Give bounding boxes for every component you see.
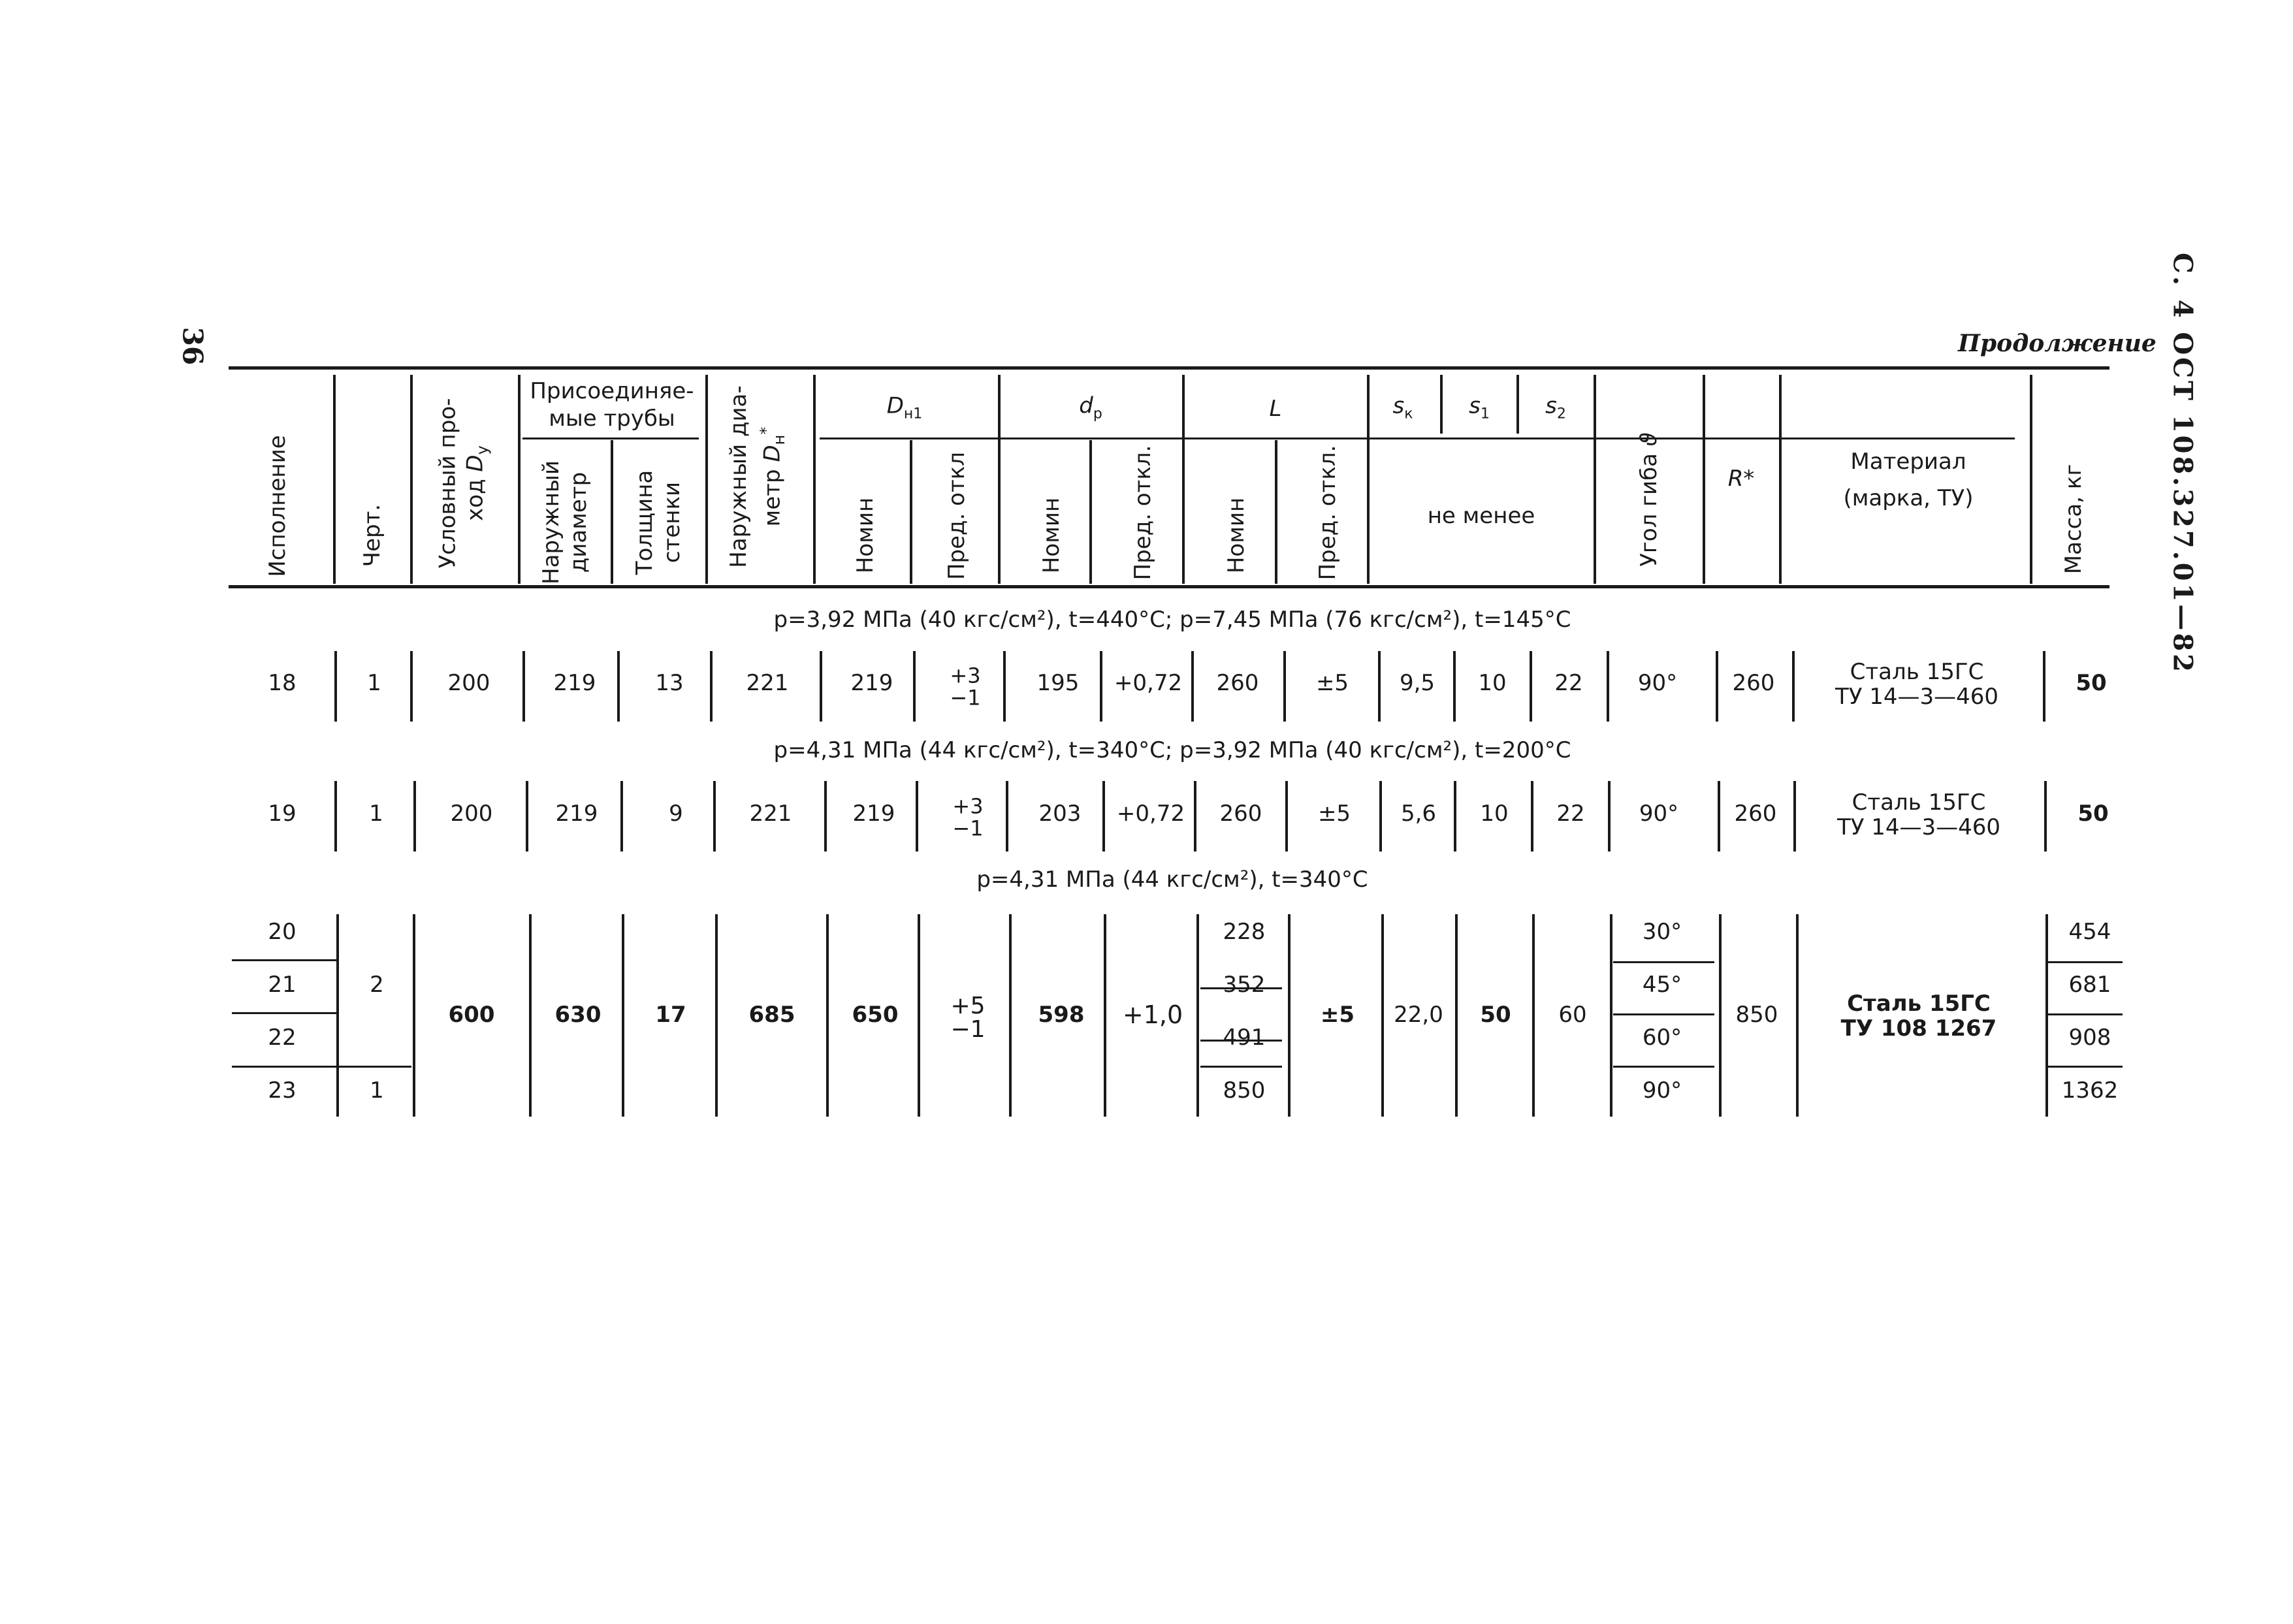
- cell-L-tol: ±5: [1317, 801, 1351, 827]
- header-mass: Масса, кг: [2060, 464, 2087, 575]
- header-dn1: $D_{н1}$: [886, 392, 923, 422]
- cell-angle: 90°: [1642, 1077, 1682, 1104]
- cell-chert: 2: [370, 972, 384, 998]
- cell-isp: 23: [268, 1077, 297, 1104]
- pressure-line-1: p=3,92 МПа (40 кгс/см²), t=440°C; p=7,45 МПа (76 кгс/см²), t=145°C: [773, 607, 1571, 633]
- cell-angle: 30°: [1642, 919, 1682, 945]
- cell-isp: 18: [268, 670, 297, 696]
- cell-s1: 50: [1480, 1002, 1511, 1028]
- header-outer-diameter: Наружный диаметр: [538, 460, 592, 584]
- header-ispolnenie: Исполнение: [265, 435, 291, 577]
- cell-sk: 5,6: [1400, 801, 1437, 827]
- cell-dp-tol: +0,72: [1114, 670, 1183, 696]
- cell-dn1: 219: [852, 801, 895, 827]
- cell-isp: 19: [268, 801, 297, 827]
- cell-s1: 10: [1478, 670, 1507, 696]
- cell-mass: 50: [2076, 670, 2107, 696]
- cell-L: 260: [1216, 670, 1259, 696]
- header-dp-pred: Пред. откл.: [1130, 445, 1156, 581]
- cell-dn1-tol: +3 −1: [952, 793, 984, 841]
- cell-L-tol: ±5: [1315, 670, 1349, 696]
- cell-R: 260: [1732, 670, 1775, 696]
- continuation-label: Продолжение: [1958, 330, 2157, 357]
- cell-material: Сталь 15ГС ТУ 14—3—460: [1836, 789, 2001, 840]
- header-L-nomin: Номин: [1223, 497, 1249, 574]
- cell-chert: 1: [367, 670, 381, 696]
- cell-chert: 1: [370, 1077, 384, 1104]
- cell-mass: 50: [2077, 801, 2109, 827]
- header-dn1-nomin: Номин: [852, 497, 878, 574]
- cell-outer: 219: [553, 670, 596, 696]
- header-bend-angle: Угол гиба ϑ: [1636, 432, 1662, 567]
- cell-s2: 60: [1558, 1002, 1587, 1028]
- cell-R: 850: [1735, 1002, 1778, 1028]
- cell-dy: 200: [450, 801, 493, 827]
- cell-dn1-tol: +3 −1: [950, 663, 981, 710]
- cell-dy: 600: [448, 1002, 495, 1028]
- cell-dp: 598: [1038, 1002, 1085, 1028]
- header-chert: Черт.: [359, 503, 385, 567]
- pressure-line-2: p=4,31 МПа (44 кгс/см²), t=340°C; p=3,92 МПа (40 кгс/см²), t=200°C: [773, 737, 1571, 763]
- cell-s2: 22: [1556, 801, 1585, 827]
- header-outer-diameter-dn: Наружный диа- метр $D_н^*$: [725, 385, 789, 568]
- cell-dy: 200: [447, 670, 490, 696]
- cell-L-tol: ±5: [1320, 1002, 1355, 1028]
- cell-isp: 22: [268, 1025, 297, 1051]
- pressure-line-3: p=4,31 МПа (44 кгс/см²), t=340°C: [976, 867, 1368, 893]
- cell-L: 352: [1223, 972, 1266, 998]
- cell-mass: 908: [2068, 1025, 2111, 1051]
- cell-mass: 454: [2068, 919, 2111, 945]
- cell-mass: 1362: [2061, 1077, 2119, 1104]
- cell-s2: 22: [1554, 670, 1583, 696]
- cell-angle: 90°: [1637, 670, 1678, 696]
- header-R: R*: [1727, 466, 1755, 492]
- cell-R: 260: [1734, 801, 1777, 827]
- cell-isp: 21: [268, 972, 297, 998]
- header-s2: $s_2$: [1545, 392, 1566, 422]
- cell-dn: 221: [749, 801, 792, 827]
- cell-dn1-tol: +5 −1: [950, 993, 986, 1043]
- cell-sk: 9,5: [1399, 670, 1435, 696]
- header-dn1-pred: Пред. откл: [944, 451, 970, 581]
- cell-wall: 9: [669, 801, 683, 827]
- cell-mass: 681: [2068, 972, 2111, 998]
- cell-outer: 219: [555, 801, 598, 827]
- header-uslovny-prohod: Условный про- ход $D_у$: [434, 398, 492, 569]
- cell-angle: 90°: [1639, 801, 1679, 827]
- cell-L: 850: [1223, 1077, 1266, 1104]
- cell-L: 228: [1223, 919, 1266, 945]
- cell-material: Сталь 15ГС ТУ 14—3—460: [1835, 659, 1999, 710]
- cell-angle: 45°: [1642, 972, 1682, 998]
- cell-isp: 20: [268, 919, 297, 945]
- header-pipes-group: Присоединяе- мые трубы: [530, 378, 694, 432]
- cell-wall: 13: [655, 670, 684, 696]
- cell-L: 491: [1223, 1025, 1266, 1051]
- cell-s1: 10: [1480, 801, 1509, 827]
- header-not-less: не менее: [1427, 503, 1535, 529]
- header-material: Материал (марка, ТУ): [1843, 449, 1974, 511]
- cell-L: 260: [1219, 801, 1262, 827]
- cell-material: Сталь 15ГС ТУ 108 1267: [1840, 991, 1997, 1042]
- header-wall-thickness: Толщина стенки: [632, 470, 685, 575]
- header-L: L: [1269, 396, 1282, 422]
- page-number: 36: [176, 326, 209, 366]
- cell-chert: 1: [369, 801, 383, 827]
- cell-dp: 195: [1036, 670, 1080, 696]
- cell-sk: 22,0: [1394, 1002, 1443, 1028]
- cell-outer: 630: [554, 1002, 601, 1028]
- cell-dp-tol: +1,0: [1122, 1000, 1183, 1029]
- header-dp: $d_р$: [1079, 392, 1102, 422]
- cell-dp-tol: +0,72: [1116, 801, 1185, 827]
- header-dp-nomin: Номин: [1038, 497, 1065, 574]
- cell-dp: 203: [1038, 801, 1082, 827]
- cell-angle: 60°: [1642, 1025, 1682, 1051]
- cell-dn: 685: [748, 1002, 795, 1028]
- header-s1: $s_1$: [1469, 392, 1490, 422]
- cell-dn: 221: [746, 670, 789, 696]
- header-L-pred: Пред. откл.: [1315, 445, 1341, 581]
- header-sk: $s_к$: [1392, 392, 1413, 422]
- document-code: С. 4 ОСТ 108.327.01—82: [2167, 253, 2198, 675]
- cell-dn1: 219: [850, 670, 893, 696]
- cell-dn1: 650: [852, 1002, 899, 1028]
- cell-wall: 17: [655, 1002, 686, 1028]
